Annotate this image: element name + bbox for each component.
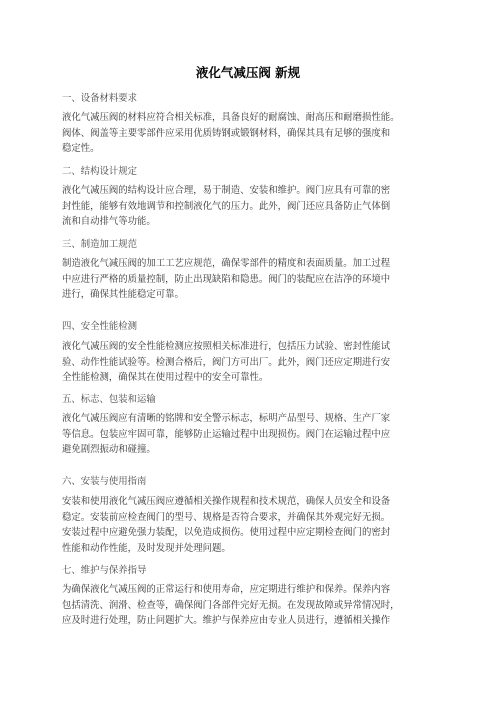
body-line: 安装过程中应避免强力装配，以免造成损伤。使用过程中应定期检查阀门的密封 <box>62 527 391 538</box>
body-line: 稳定性。 <box>62 143 100 154</box>
section-heading-1: 一、设备材料要求 <box>62 93 138 104</box>
body-line: 包括清洗、润滑、检查等，确保阀门各部件完好无损。在发现故障或异常情况时， <box>62 599 400 611</box>
section-heading-4: 四、安全性能检测 <box>62 321 138 332</box>
body-line: 流和自动排气等功能。 <box>62 216 156 227</box>
body-line: 安装和使用液化气减压阀应遵循相关操作规程和技术规范，确保人员安全和设备 <box>62 496 391 507</box>
section-body-5 <box>62 411 438 458</box>
section-body-7 <box>62 582 438 629</box>
body-line: 封性能，能够有效地调节和控制液化气的压力。此外，阀门还应具备防止气体倒 <box>62 200 391 212</box>
document-title: 液化气减压阀 新规 <box>195 65 301 80</box>
section-heading-7: 七、维护与保养指导 <box>62 565 147 576</box>
body-line: 制造液化气减压阀的加工工艺应规范，确保零部件的精度和表面质量。加工过程 <box>62 258 391 269</box>
section-heading-3: 三、制造加工规范 <box>62 239 138 250</box>
section-body-1 <box>62 110 438 157</box>
body-line: 液化气减压阀的材料应符合相关标准，具备良好的耐腐蚀、耐高压和耐磨损性能。 <box>62 112 400 123</box>
body-line: 进行，确保其性能稳定可靠。 <box>62 289 184 300</box>
body-line: 阀体、阀盖等主要零部件应采用优质铸钢或锻钢材料，确保其具有足够的强度和 <box>62 127 391 139</box>
body-line: 液化气减压阀的结构设计应合理，易于制造、安装和维护。阀门应具有可靠的密 <box>62 185 391 196</box>
body-line: 等信息。包装应牢固可靠，能够防止运输过程中出现损伤。阀门在运输过程中应 <box>62 428 391 440</box>
section-heading-2: 二、结构设计规定 <box>62 166 138 177</box>
body-line: 应及时进行处理，防止问题扩大。维护与保养应由专业人员进行，遵循相关操作 <box>62 615 391 626</box>
section-body-3 <box>62 256 438 303</box>
body-line: 液化气减压阀应有清晰的铭牌和安全警示标志，标明产品型号、规格、生产厂家 <box>62 413 391 424</box>
body-line: 全性能检测，确保其在使用过程中的安全可靠性。 <box>62 372 269 383</box>
body-line: 稳定。安装前应检查阀门的型号、规格是否符合要求，并确保其外观完好无损。 <box>62 511 391 523</box>
body-line: 液化气减压阀的安全性能检测应按照相关标准进行，包括压力试验、密封性能试 <box>62 341 391 352</box>
body-line: 性能和动作性能，及时发现并处理问题。 <box>62 542 231 554</box>
body-line: 避免剧烈振动和碰撞。 <box>62 444 156 455</box>
section-body-4 <box>62 339 438 386</box>
section-heading-5: 五、标志、包装和运输 <box>62 394 156 405</box>
body-line: 中应进行严格的质量控制，防止出现缺陷和隐患。阀门的装配应在洁净的环境中 <box>62 273 391 285</box>
body-line: 验、动作性能试验等。检测合格后，阀门方可出厂。此外，阀门还应定期进行安 <box>62 356 391 368</box>
body-line: 为确保液化气减压阀的正常运行和使用寿命，应定期进行维护和保养。保养内容 <box>62 584 391 595</box>
section-body-2 <box>62 183 438 230</box>
section-heading-6: 六、安装与使用指南 <box>62 476 147 487</box>
section-body-6 <box>62 494 438 556</box>
